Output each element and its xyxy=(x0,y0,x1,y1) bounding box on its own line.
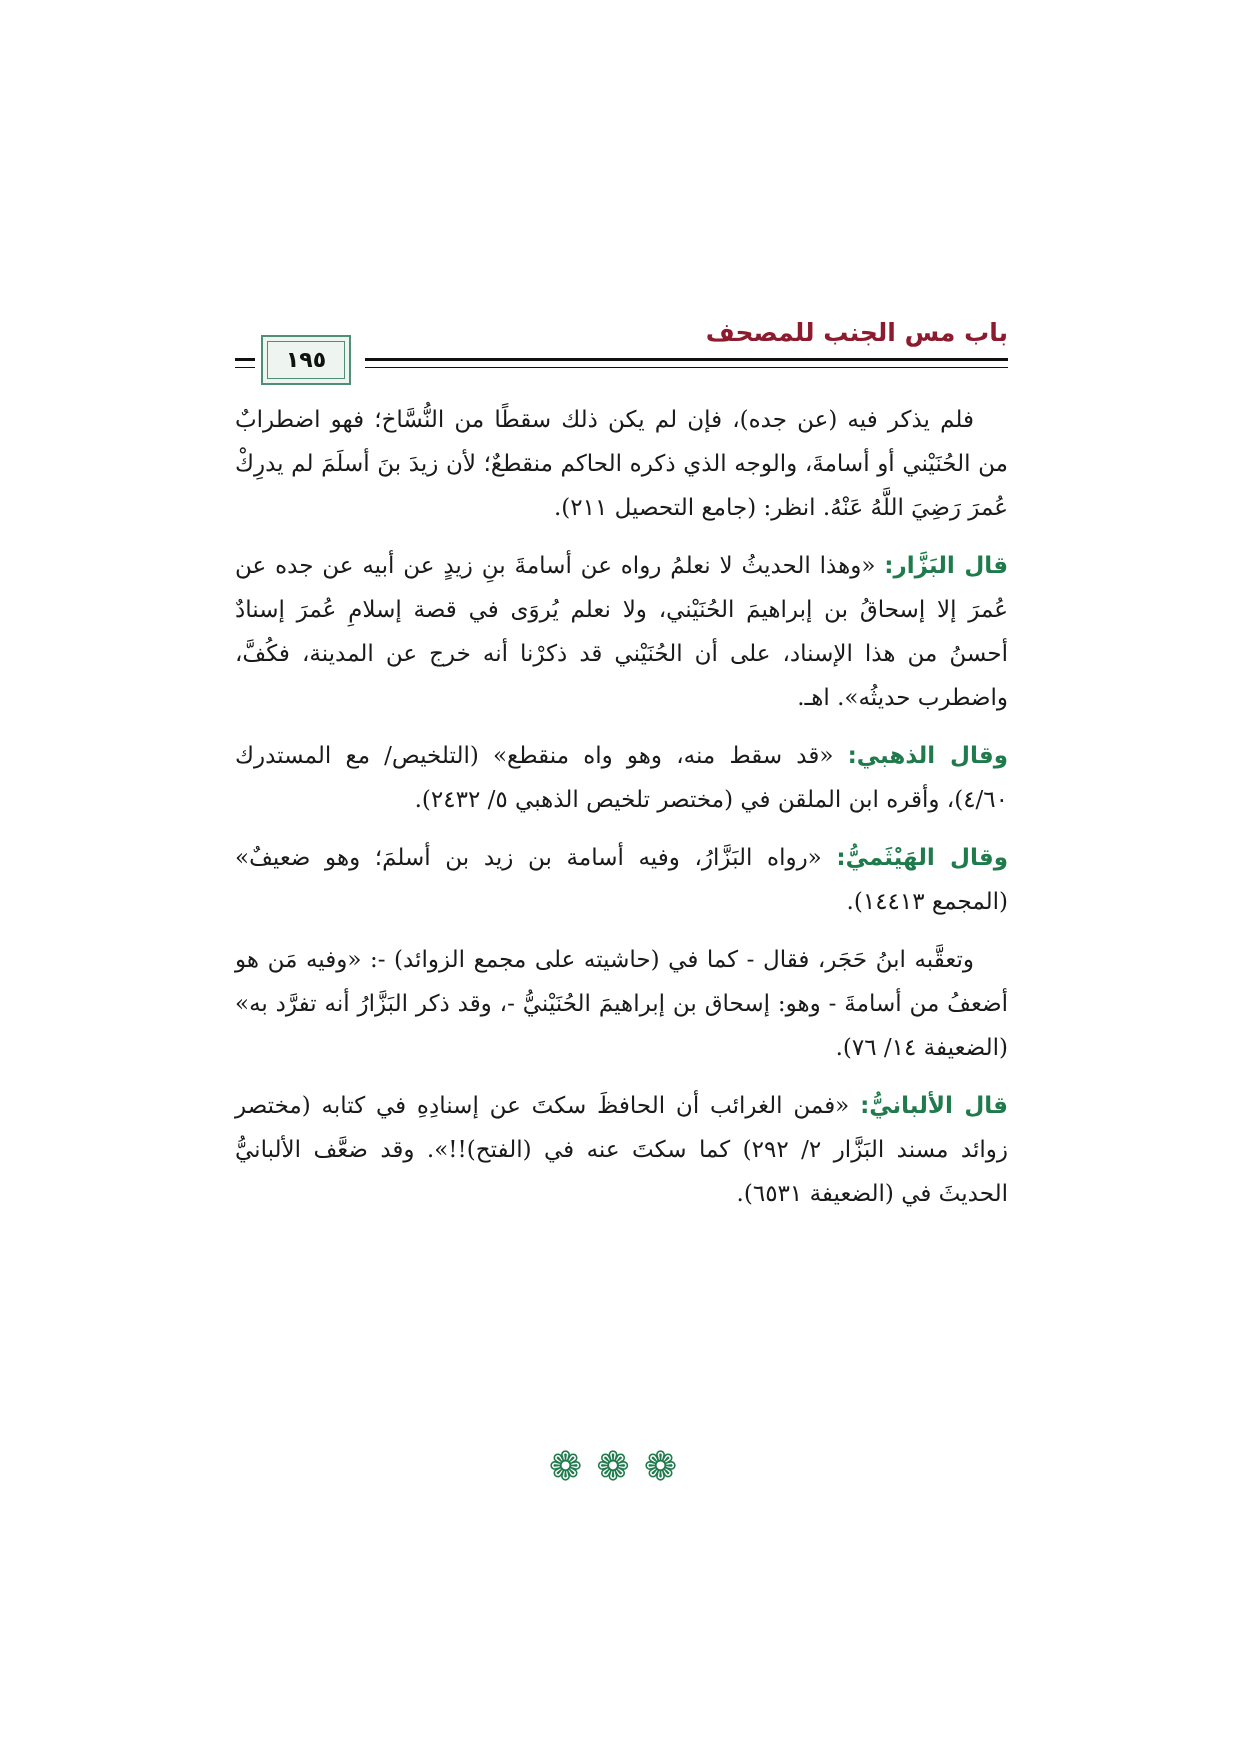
page-number-frame xyxy=(261,335,351,385)
paragraph-6 xyxy=(235,1084,1008,1216)
speaker-label: قال البَزَّار: xyxy=(884,553,1008,579)
paragraph-text: «وهذا الحديثُ لا نعلمُ رواه عن أسامةَ بنِ زيدٍ عن أبيه عن جده عن عُمرَ إلا إسحاقُ بن إبراهيمَ الحُنَيْني، ولا نعلم يُروَى في قصة إسلامِ عُمرَ إسنادٌ أحسنُ من هذا الإسناد، على أن الحُنَيْني قد ذكرْنا أنه خرج عن المدينة، فكُفَّ، واضطرب حديثُه». اهـ. xyxy=(235,553,1008,711)
paragraph-5 xyxy=(235,938,1008,1070)
speaker-label: وقال الذهبي: xyxy=(847,743,1008,769)
speaker-label: قال الألبانيُّ: xyxy=(860,1093,1008,1119)
header-rule-left xyxy=(235,358,255,368)
paragraph-text: «رواه البَزَّارُ، وفيه أسامة بن زيد بن أسلمَ؛ وهو ضعيفٌ» (المجمع ١٤٤١٣). xyxy=(235,845,1008,915)
header-rule xyxy=(365,358,1008,368)
page-number: ١٩٥ xyxy=(285,347,327,373)
chapter-title: باب مس الجنب للمصحف xyxy=(705,318,1008,347)
paragraph-4 xyxy=(235,836,1008,924)
flower-ornament-icon: ❁❁❁ xyxy=(548,1444,692,1490)
page-body xyxy=(235,398,1008,1230)
paragraph-2 xyxy=(235,544,1008,720)
paragraph-text: «فمن الغرائب أن الحافظَ سكتَ عن إسنادِهِ في كتابه (مختصر زوائد مسند البَزَّار ٢/ ٢٩٢) كما سكتَ عنه في (الفتح)!!». وقد ضعَّف الألبانيُّ الحديثَ في (الضعيفة ٦٥٣١). xyxy=(235,1093,1009,1207)
page-header xyxy=(235,318,1008,378)
paragraph-text: «قد سقط منه، وهو واه منقطع» (التلخيص/ مع المستدرك ٤/٦٠)، وأقره ابن الملقن في (مختصر تلخيص الذهبي ٥/ ٢٤٣٢). xyxy=(235,743,1008,813)
paragraph-1 xyxy=(235,398,1008,530)
paragraph-3 xyxy=(235,734,1008,822)
paragraph-text: فلم يذكر فيه (عن جده)، فإن لم يكن ذلك سقطًا من النُّسَّاخ؛ فهو اضطرابٌ من الحُنَيْني أو أسامةَ، والوجه الذي ذكره الحاكم منقطعٌ؛ لأن زيدَ بنَ أسلَمَ لم يدرِكْ عُمرَ رَضِيَ اللَّهُ عَنْهُ. انظر: (جامع التحصيل ٢١١). xyxy=(235,407,1008,521)
speaker-label: وقال الهَيْثَميُّ: xyxy=(836,845,1009,871)
paragraph-text: وتعقَّبه ابنُ حَجَر، فقال - كما في (حاشيته على مجمع الزوائد) -: «وفيه مَن هو أضعفُ من أسامةَ - وهو: إسحاق بن إبراهيمَ الحُنَيْنيُّ -، وقد ذكر البَزَّارُ أنه تفرَّد به» (الضعيفة ١٤/ ٧٦). xyxy=(235,947,1008,1061)
